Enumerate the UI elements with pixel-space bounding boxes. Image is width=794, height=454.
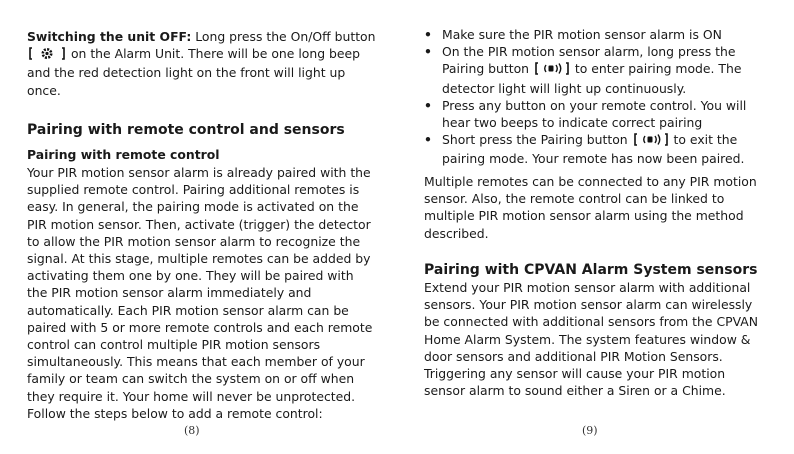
section-heading: Pairing with CPVAN Alarm System sensors	[424, 262, 758, 278]
power-button-icon	[29, 47, 65, 64]
list-item: • Short press the Pairing button to exit the pairing mode. Your remote has now been paired.	[424, 132, 745, 167]
steps-list	[424, 26, 754, 168]
section-heading: Pairing with remote control and sensors	[27, 122, 345, 138]
switch-off-section	[27, 28, 377, 99]
pairing-remote-paragraph: Your PIR motion sensor alarm is already paired with the supplied remote control. Pairing additional remotes is easy. In general, the pairing mode is activated on the PIR motion sensor. Then, activate (trigger) the detector to allow the PIR motion sensor alarm to recognize the signal. At this stage, multiple remotes can be added by activating them one by one. They will be paired with the PIR motion sensor alarm immediately and automatically. Each PIR motion sensor alarm can be paired with 5 or more remote controls and each remote control can control multiple PIR motion sensors simultaneously. This means that each member of your family or team can switch the system on or off when they require it. Your home will never be unprotected. Follow the steps below to add a remote control:	[27, 165, 373, 421]
list-item: • On the PIR motion sensor alarm, long press the Pairing button to enter pairing mode. The detector light will light up continuously.	[424, 44, 742, 96]
step-text-after: to enter pairing mode. The detector light will light up continuously.	[442, 61, 742, 96]
switch-off-line1: Long press the On/Off button	[195, 29, 376, 44]
switch-off-rest: and the red detection light on the front will light up once.	[27, 65, 346, 98]
step-text: Make sure the PIR motion sensor alarm is ON	[442, 27, 722, 42]
page-number: (9)	[582, 424, 598, 437]
step-text-after: to exit the pairing mode. Your remote has now been paired.	[442, 132, 745, 167]
pairing-button-icon	[535, 62, 569, 79]
step-text-before: On the PIR motion sensor alarm, long press the Pairing button	[442, 44, 736, 77]
pairing-button-icon	[634, 133, 668, 150]
page-number: (8)	[184, 424, 200, 437]
right-page	[397, 0, 794, 454]
cpvan-sensors-paragraph: Extend your PIR motion sensor alarm with additional sensors. Your PIR motion sensor alarm can wirelessly be connected with additional sensors from the CPVAN Home Alarm System. The system features window & door sensors and additional PIR Motion Sensors. Triggering any sensor will cause your PIR motion sensor alarm to sound either a Siren or a Chime.	[424, 280, 759, 399]
switch-off-label: Switching the unit OFF:	[27, 29, 192, 44]
subsection-heading: Pairing with remote control	[27, 147, 220, 162]
step-text-before: Short press the Pairing button	[442, 132, 628, 148]
list-item: • Press any button on your remote control. You will hear two beeps to indicate correct pairing	[424, 97, 747, 131]
step-text: Press any button on your remote control. You will hear two beeps to indicate correct pairing	[442, 97, 747, 131]
multiple-remotes-paragraph: Multiple remotes can be connected to any PIR motion sensor. Also, the remote control can be linked to multiple PIR motion sensor alarm using the method described.	[424, 174, 757, 241]
list-item: • Make sure the PIR motion sensor alarm is ON	[424, 27, 722, 42]
switch-off-line2: on the Alarm Unit. There will be one long beep	[70, 46, 361, 62]
